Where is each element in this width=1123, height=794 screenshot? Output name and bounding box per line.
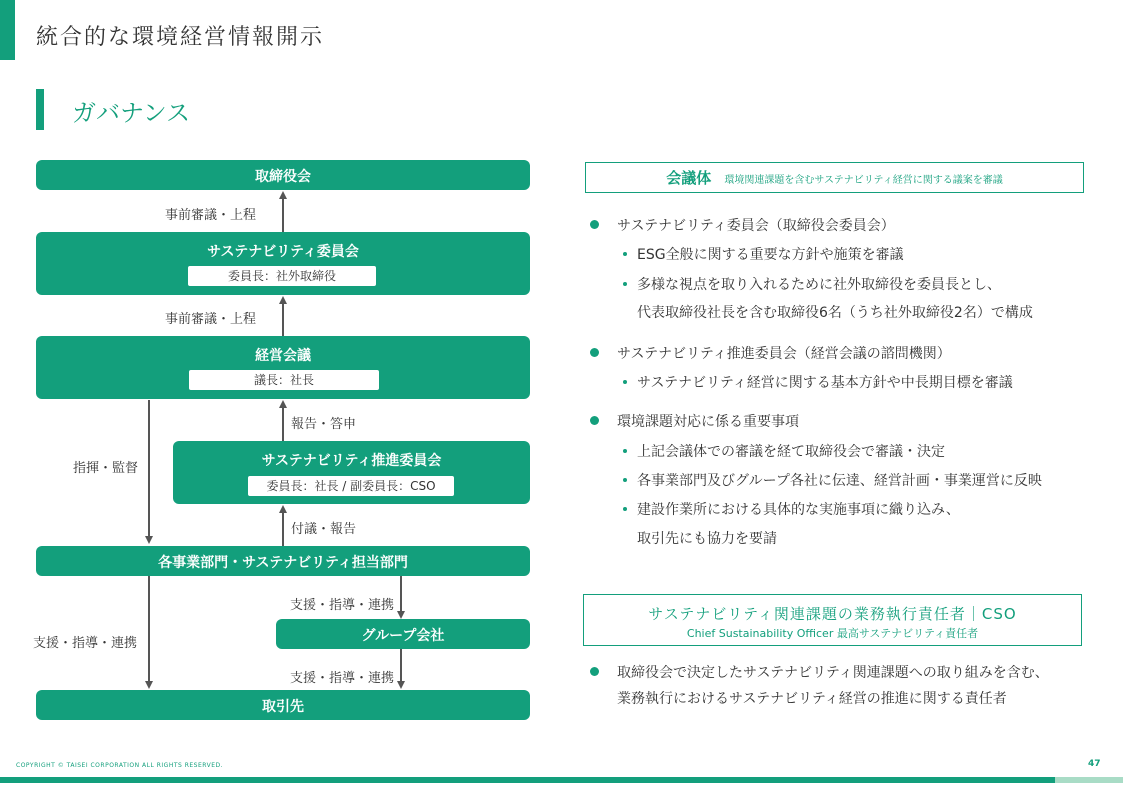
flow-label-support-left: 支援・指導・連携: [33, 636, 138, 651]
flow-label-direct-supervise: 指揮・監督: [73, 461, 139, 476]
sub-dot: [623, 380, 627, 384]
arrow-down-icon: [145, 681, 153, 689]
council-item-3-sub-3: 建設作業所における具体的な実施事項に織り込み、: [637, 502, 960, 518]
footer-bar: [0, 777, 1055, 783]
council-header-main: 会議体: [666, 169, 712, 187]
flow-label-submit-report: 付議・報告: [291, 522, 357, 537]
section-accent-bar: [36, 89, 44, 130]
arrow-line: [148, 576, 150, 681]
flow-label-support-2: 支援・指導・連携: [290, 671, 395, 686]
copyright: COPYRIGHT © TAISEI CORPORATION ALL RIGHTS RESERVED.: [16, 762, 224, 769]
sustainability-committee-box: [36, 232, 530, 295]
council-item-3-title: 環境課題対応に係る重要事項: [617, 414, 799, 430]
arrow-up-icon: [279, 400, 287, 408]
partners-box: [36, 690, 530, 720]
departments-box: [36, 546, 530, 576]
cso-description-line-2: 業務執行におけるサステナビリティ経営の推進に関する責任者: [617, 691, 1007, 707]
council-header-sub: 環境関連課題を含むサステナビリティ経営に関する議案を審議: [724, 175, 1003, 186]
cso-header-sub: Chief Sustainability Officer 最高サステナビリティ責任者: [686, 627, 979, 640]
sub-dot: [623, 252, 627, 256]
arrow-line: [282, 511, 284, 546]
promotion-committee-box: [173, 441, 530, 504]
promotion-committee-chair: 委員長：社長 / 副委員長：CSO: [248, 476, 454, 496]
arrow-down-icon: [397, 681, 405, 689]
departments-label: 各事業部門・サステナビリティ担当部門: [158, 555, 408, 571]
board-box: [36, 160, 530, 190]
council-item-2-title: サステナビリティ推進委員会（経営会議の諮問機関）: [617, 346, 951, 362]
flow-label-report: 報告・答申: [291, 417, 357, 432]
council-item-1-sub-1: ESG全般に関する重要な方針や施策を審議: [637, 247, 904, 263]
arrow-down-icon: [397, 611, 405, 619]
arrow-down-icon: [145, 536, 153, 544]
arrow-line: [148, 400, 150, 537]
group-companies-box: [276, 619, 530, 649]
arrow-line: [282, 197, 284, 232]
council-item-3-sub-4: 取引先にも協力を要請: [637, 531, 777, 547]
footer-bar-light: [1055, 777, 1123, 783]
flow-label-prior-review-1: 事前審議・上程: [165, 208, 257, 223]
council-item-1-sub-3: 代表取締役社長を含む取締役6名（うち社外取締役2名）で構成: [637, 305, 1033, 321]
management-meeting-box: [36, 336, 530, 399]
promotion-committee-title: サステナビリティ推進委員会: [261, 453, 442, 469]
section-title: ガバナンス: [72, 99, 191, 127]
bullet-dot: [590, 220, 599, 229]
partners-label: 取引先: [262, 699, 304, 715]
council-item-2-sub-1: サステナビリティ経営に関する基本方針や中長期目標を審議: [637, 375, 1013, 391]
page-title: 統合的な環境経営情報開示: [36, 25, 325, 50]
board-label: 取締役会: [255, 169, 311, 185]
council-item-1-title: サステナビリティ委員会（取締役会委員会）: [617, 218, 895, 234]
management-meeting-title: 経営会議: [255, 348, 311, 364]
council-item-3-sub-1: 上記会議体での審議を経て取締役会で審議・決定: [637, 444, 945, 460]
arrow-line: [282, 406, 284, 441]
arrow-up-icon: [279, 505, 287, 513]
arrow-line: [400, 649, 402, 682]
page-number: 47: [1088, 759, 1101, 769]
sustainability-committee-title: サステナビリティ委員会: [207, 244, 359, 260]
sub-dot: [623, 449, 627, 453]
arrow-line: [400, 576, 402, 612]
cso-header-main: サステナビリティ関連課題の業務執行責任者｜CSO: [648, 605, 1017, 623]
council-item-3-sub-2: 各事業部門及びグループ各社に伝達、経営計画・事業運営に反映: [637, 473, 1042, 489]
cso-header-box: [583, 594, 1082, 646]
cso-description-line-1: 取締役会で決定したサステナビリティ関連課題への取り組みを含む、: [617, 665, 1049, 681]
group-companies-label: グループ会社: [361, 628, 445, 644]
bullet-dot: [590, 667, 599, 676]
sub-dot: [623, 507, 627, 511]
bullet-dot: [590, 348, 599, 357]
arrow-up-icon: [279, 296, 287, 304]
arrow-up-icon: [279, 191, 287, 199]
council-header-box: [585, 162, 1084, 193]
sustainability-committee-chair: 委員長：社外取締役: [188, 266, 376, 286]
sub-dot: [623, 478, 627, 482]
arrow-line: [282, 302, 284, 336]
header-accent-bar: [0, 0, 15, 60]
council-item-1-sub-2: 多様な視点を取り入れるために社外取締役を委員長とし、: [637, 277, 1001, 293]
sub-dot: [623, 282, 627, 286]
management-meeting-chair: 議長：社長: [189, 370, 379, 390]
flow-label-support-1: 支援・指導・連携: [290, 598, 395, 613]
bullet-dot: [590, 416, 599, 425]
flow-label-prior-review-2: 事前審議・上程: [165, 312, 257, 327]
